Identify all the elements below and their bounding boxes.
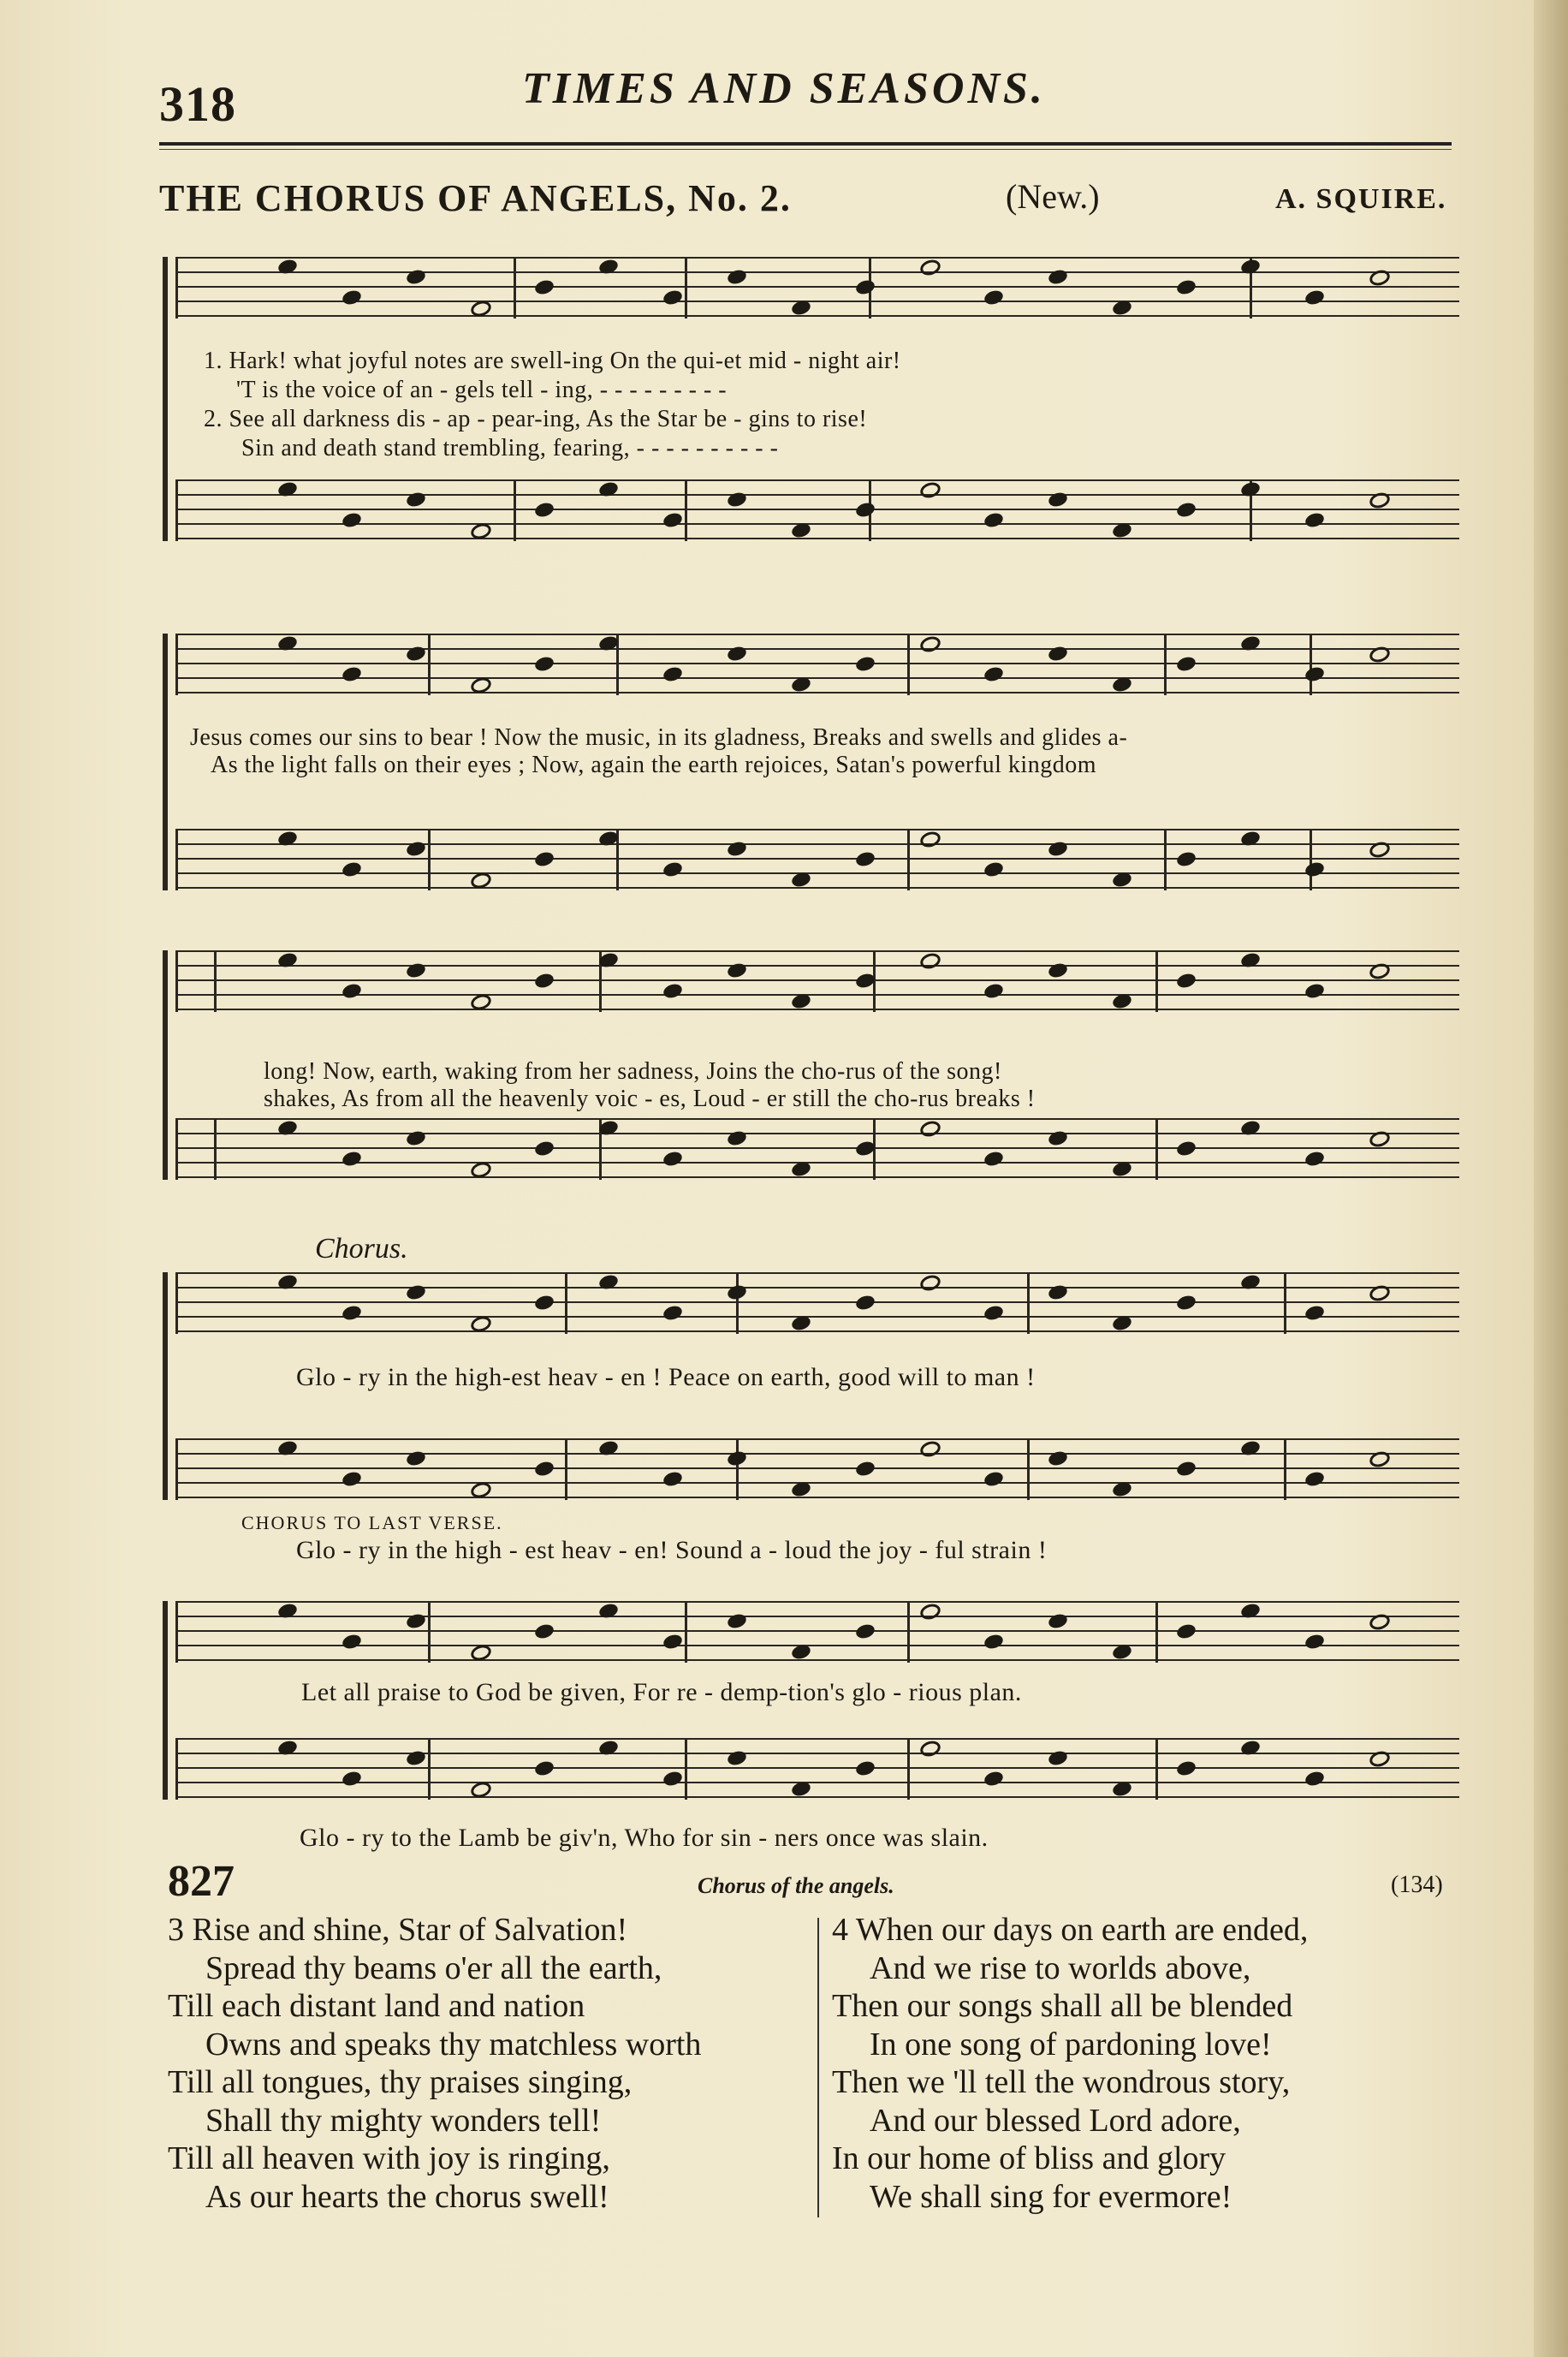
barline <box>428 829 431 890</box>
barline <box>685 479 687 541</box>
staff-line <box>175 1601 1459 1603</box>
verse-line: 3 Rise and shine, Star of Salvation! <box>168 1912 628 1948</box>
note-head <box>854 1759 876 1777</box>
lyric-line: 1. Hark! what joyful notes are swell-ing On the qui-et mid - night air! <box>204 348 901 374</box>
note-head <box>918 951 942 972</box>
hymn-caption: Chorus of the angels. <box>698 1873 894 1898</box>
barline <box>736 1272 739 1334</box>
staff-line <box>175 1767 1459 1769</box>
note-head <box>662 1470 684 1488</box>
staff-line <box>175 1176 1459 1178</box>
note-head <box>1304 1633 1326 1651</box>
barline <box>1027 1438 1030 1500</box>
note-head <box>918 830 942 850</box>
staff-line <box>175 1796 1459 1798</box>
staff-line <box>175 634 1459 635</box>
music-staff <box>175 1738 1459 1800</box>
verse-line: Then our songs shall all be blended <box>832 1988 1293 2024</box>
note-head <box>918 480 942 501</box>
barline <box>175 257 178 318</box>
note-head <box>662 1633 684 1651</box>
note-head <box>1304 289 1326 307</box>
system-brace <box>163 1601 168 1800</box>
note-head <box>1175 850 1197 868</box>
verse-line: Till each distant land and nation <box>168 1988 585 2024</box>
barline <box>1155 1738 1158 1800</box>
barline <box>175 1438 178 1500</box>
staff-line <box>175 1162 1459 1164</box>
note-head <box>854 850 876 868</box>
verse-divider <box>817 1918 819 2217</box>
note-head <box>1175 501 1197 519</box>
note-head <box>983 665 1005 683</box>
barline <box>175 1118 178 1180</box>
lyric-line: Jesus comes our sins to bear ! Now the music, in its gladness, Breaks and swells and glides a- <box>190 724 1128 751</box>
system-brace <box>163 634 168 890</box>
staff-line <box>175 872 1459 874</box>
hymn-number: 827 <box>168 1857 235 1906</box>
system-brace <box>163 1272 168 1500</box>
note-head <box>918 1273 942 1294</box>
barline <box>175 1738 178 1800</box>
composer: A. SQUIRE. <box>1275 183 1447 215</box>
staff-line <box>175 648 1459 650</box>
staff-line <box>175 843 1459 845</box>
note-head <box>983 289 1005 307</box>
staff-line <box>175 479 1459 481</box>
staff-line <box>175 1497 1459 1498</box>
note-head <box>662 1304 684 1322</box>
note-head <box>533 501 555 519</box>
note-head <box>662 511 684 529</box>
note-head <box>854 1460 876 1478</box>
staff-line <box>175 677 1459 679</box>
barline <box>907 1601 910 1663</box>
staff-line <box>175 1330 1459 1332</box>
barline <box>1164 829 1167 890</box>
staff-line <box>175 538 1459 539</box>
barline <box>1284 1438 1286 1500</box>
staff-line <box>175 1438 1459 1440</box>
staff-line <box>175 692 1459 693</box>
barline <box>175 634 178 695</box>
staff-line <box>175 1738 1459 1740</box>
staff-line <box>175 858 1459 860</box>
staff-line <box>175 663 1459 664</box>
note-head <box>533 1622 555 1640</box>
staff-line <box>175 1782 1459 1783</box>
note-head <box>341 1304 363 1322</box>
note-head <box>1175 278 1197 296</box>
note-head <box>341 289 363 307</box>
chorus-label: Chorus. <box>315 1233 408 1265</box>
staff-line <box>175 829 1459 830</box>
note-head <box>1175 655 1197 673</box>
note-head <box>918 1739 942 1759</box>
note-head <box>1304 860 1326 878</box>
barline <box>175 829 178 890</box>
note-head <box>983 1304 1005 1322</box>
note-head <box>983 860 1005 878</box>
running-title: TIMES AND SEASONS. <box>522 64 1046 113</box>
verse-line: In our home of bliss and glory <box>832 2140 1226 2176</box>
note-head <box>1175 1622 1197 1640</box>
staff-line <box>175 257 1459 259</box>
barline <box>1310 634 1312 695</box>
barline <box>175 1601 178 1663</box>
music-staff <box>175 479 1459 541</box>
lyric-line: Sin and death stand trembling, fearing, - - - - - - - - - - <box>241 435 779 461</box>
note-head <box>1304 1304 1326 1322</box>
verse-line: And our blessed Lord adore, <box>870 2102 1241 2139</box>
staff-line <box>175 950 1459 952</box>
staff-line <box>175 1453 1459 1455</box>
page-number: 318 <box>159 76 236 132</box>
staff-line <box>175 1482 1459 1484</box>
barline <box>907 829 910 890</box>
note-head <box>341 1770 363 1788</box>
note-head <box>533 1140 555 1158</box>
note-head <box>1304 1470 1326 1488</box>
note-head <box>983 511 1005 529</box>
lyric-line: Let all praise to God be given, For re - demp-tion's glo - rious plan. <box>301 1678 1022 1706</box>
note-head <box>1175 1759 1197 1777</box>
verse-line: 4 When our days on earth are ended, <box>832 1912 1309 1948</box>
verse-line: Shall thy mighty wonders tell! <box>205 2102 602 2139</box>
staff-line <box>175 1147 1459 1149</box>
note-head <box>1304 665 1326 683</box>
note-head <box>1304 982 1326 1000</box>
note-head <box>918 634 942 655</box>
barline <box>175 950 178 1012</box>
staff-line <box>175 994 1459 996</box>
note-head <box>341 1633 363 1651</box>
barline <box>1310 829 1312 890</box>
barline <box>685 1601 687 1663</box>
staff-line <box>175 509 1459 510</box>
note-head <box>341 982 363 1000</box>
header-rule <box>159 142 1452 146</box>
note-head <box>533 655 555 673</box>
staff-line <box>175 1316 1459 1318</box>
hymn-reference: (134) <box>1391 1872 1443 1898</box>
staff-line <box>175 301 1459 302</box>
lyric-line: Glo - ry in the high - est heav - en! Sound a - loud the joy - ful strain ! <box>296 1536 1048 1564</box>
note-head <box>983 982 1005 1000</box>
note-head <box>854 278 876 296</box>
note-head <box>662 665 684 683</box>
music-staff <box>175 1438 1459 1500</box>
music-staff <box>175 634 1459 695</box>
barline <box>514 479 516 541</box>
note-head <box>341 1470 363 1488</box>
verse-line: And we rise to worlds above, <box>870 1949 1251 1986</box>
barline <box>1155 1601 1158 1663</box>
note-head <box>1175 1140 1197 1158</box>
barline <box>175 479 178 541</box>
barline <box>1164 634 1167 695</box>
note-head <box>983 1770 1005 1788</box>
staff-line <box>175 1287 1459 1289</box>
barline <box>1155 950 1158 1012</box>
verse-line: Owns and speaks thy matchless worth <box>205 2026 702 2062</box>
staff-line <box>175 1616 1459 1617</box>
note-head <box>1175 972 1197 990</box>
music-staff <box>175 1118 1459 1180</box>
barline <box>428 1738 431 1800</box>
verse-line: In one song of pardoning love! <box>870 2026 1272 2062</box>
hymn-title: THE CHORUS OF ANGELS, No. 2. <box>159 177 792 219</box>
barline <box>565 1272 567 1334</box>
verse-line: Till all heaven with joy is ringing, <box>168 2140 610 2176</box>
barline <box>1027 1272 1030 1334</box>
verse-3 <box>168 1911 701 2216</box>
hymn-subtitle: (New.) <box>1006 177 1100 216</box>
staff-line <box>175 965 1459 967</box>
system-brace <box>163 257 168 541</box>
staff-line <box>175 315 1459 317</box>
note-head <box>341 860 363 878</box>
note-head <box>662 289 684 307</box>
barline <box>736 1438 739 1500</box>
music-staff <box>175 1601 1459 1663</box>
staff-line <box>175 286 1459 288</box>
note-head <box>854 655 876 673</box>
note-head <box>533 850 555 868</box>
note-head <box>341 1150 363 1168</box>
barline <box>428 634 431 695</box>
note-head <box>918 1602 942 1622</box>
music-staff <box>175 950 1459 1012</box>
verse-line: As our hearts the chorus swell! <box>205 2178 609 2215</box>
staff-line <box>175 1645 1459 1646</box>
note-head <box>918 1439 942 1460</box>
note-head <box>854 1294 876 1312</box>
staff-line <box>175 1009 1459 1010</box>
note-head <box>1304 511 1326 529</box>
verse-line: Spread thy beams o'er all the earth, <box>205 1949 662 1986</box>
staff-line <box>175 1753 1459 1754</box>
verse-4 <box>832 1911 1308 2216</box>
barline <box>214 950 217 1012</box>
lyric-line: 'T is the voice of an - gels tell - ing, - - - - - - - - - <box>236 377 728 403</box>
staff-line <box>175 523 1459 525</box>
barline <box>907 634 910 695</box>
staff-line <box>175 494 1459 496</box>
note-head <box>341 665 363 683</box>
staff-line <box>175 1272 1459 1274</box>
barline <box>214 1118 217 1180</box>
barline <box>907 1738 910 1800</box>
note-head <box>533 1759 555 1777</box>
note-head <box>341 511 363 529</box>
staff-line <box>175 1659 1459 1661</box>
note-head <box>533 1294 555 1312</box>
system-brace <box>163 950 168 1180</box>
note-head <box>533 278 555 296</box>
note-head <box>983 1470 1005 1488</box>
lyric-line: Glo - ry to the Lamb be giv'n, Who for sin - ners once was slain. <box>300 1824 989 1852</box>
book-spine-edge <box>1534 0 1568 2357</box>
barline <box>1155 1118 1158 1180</box>
music-staff <box>175 257 1459 318</box>
staff-line <box>175 1118 1459 1120</box>
staff-line <box>175 979 1459 981</box>
staff-line <box>175 887 1459 889</box>
note-head <box>854 1622 876 1640</box>
verse-line: Then we 'll tell the wondrous story, <box>832 2064 1291 2100</box>
note-head <box>1175 1294 1197 1312</box>
note-head <box>854 501 876 519</box>
staff-line <box>175 1467 1459 1469</box>
barline <box>175 1272 178 1334</box>
barline <box>685 1738 687 1800</box>
music-staff <box>175 1272 1459 1334</box>
lyric-line: 2. See all darkness dis - ap - pear-ing, As the Star be - gins to rise! <box>204 406 868 432</box>
staff-line <box>175 1133 1459 1134</box>
note-head <box>983 1150 1005 1168</box>
note-head <box>662 860 684 878</box>
barline <box>565 1438 567 1500</box>
note-head <box>1304 1150 1326 1168</box>
note-head <box>662 1770 684 1788</box>
verse-line: Till all tongues, thy praises singing, <box>168 2064 633 2100</box>
note-head <box>662 982 684 1000</box>
note-head <box>533 1460 555 1478</box>
verse-line: We shall sing for evermore! <box>870 2178 1232 2215</box>
lyric-line: Glo - ry in the high-est heav - en ! Peace on earth, good will to man ! <box>296 1363 1036 1391</box>
music-staff <box>175 829 1459 890</box>
staff-line <box>175 271 1459 273</box>
staff-line <box>175 1630 1459 1632</box>
note-head <box>918 258 942 278</box>
lyric-line: long! Now, earth, waking from her sadness, Joins the cho-rus of the song! <box>264 1058 1002 1085</box>
lyric-line: As the light falls on their eyes ; Now, again the earth rejoices, Satan's powerful kingdom <box>211 752 1096 778</box>
note-head <box>1175 1460 1197 1478</box>
header-rule-thin <box>159 149 1452 150</box>
note-head <box>983 1633 1005 1651</box>
barline <box>685 257 687 318</box>
barline <box>428 1601 431 1663</box>
chorus-last-verse-label: CHORUS TO LAST VERSE. <box>241 1512 503 1533</box>
note-head <box>918 1119 942 1140</box>
note-head <box>662 1150 684 1168</box>
note-head <box>1304 1770 1326 1788</box>
staff-line <box>175 1301 1459 1303</box>
barline <box>514 257 516 318</box>
note-head <box>533 972 555 990</box>
lyric-line: shakes, As from all the heavenly voic - es, Loud - er still the cho-rus breaks ! <box>264 1086 1036 1112</box>
barline <box>1284 1272 1286 1334</box>
